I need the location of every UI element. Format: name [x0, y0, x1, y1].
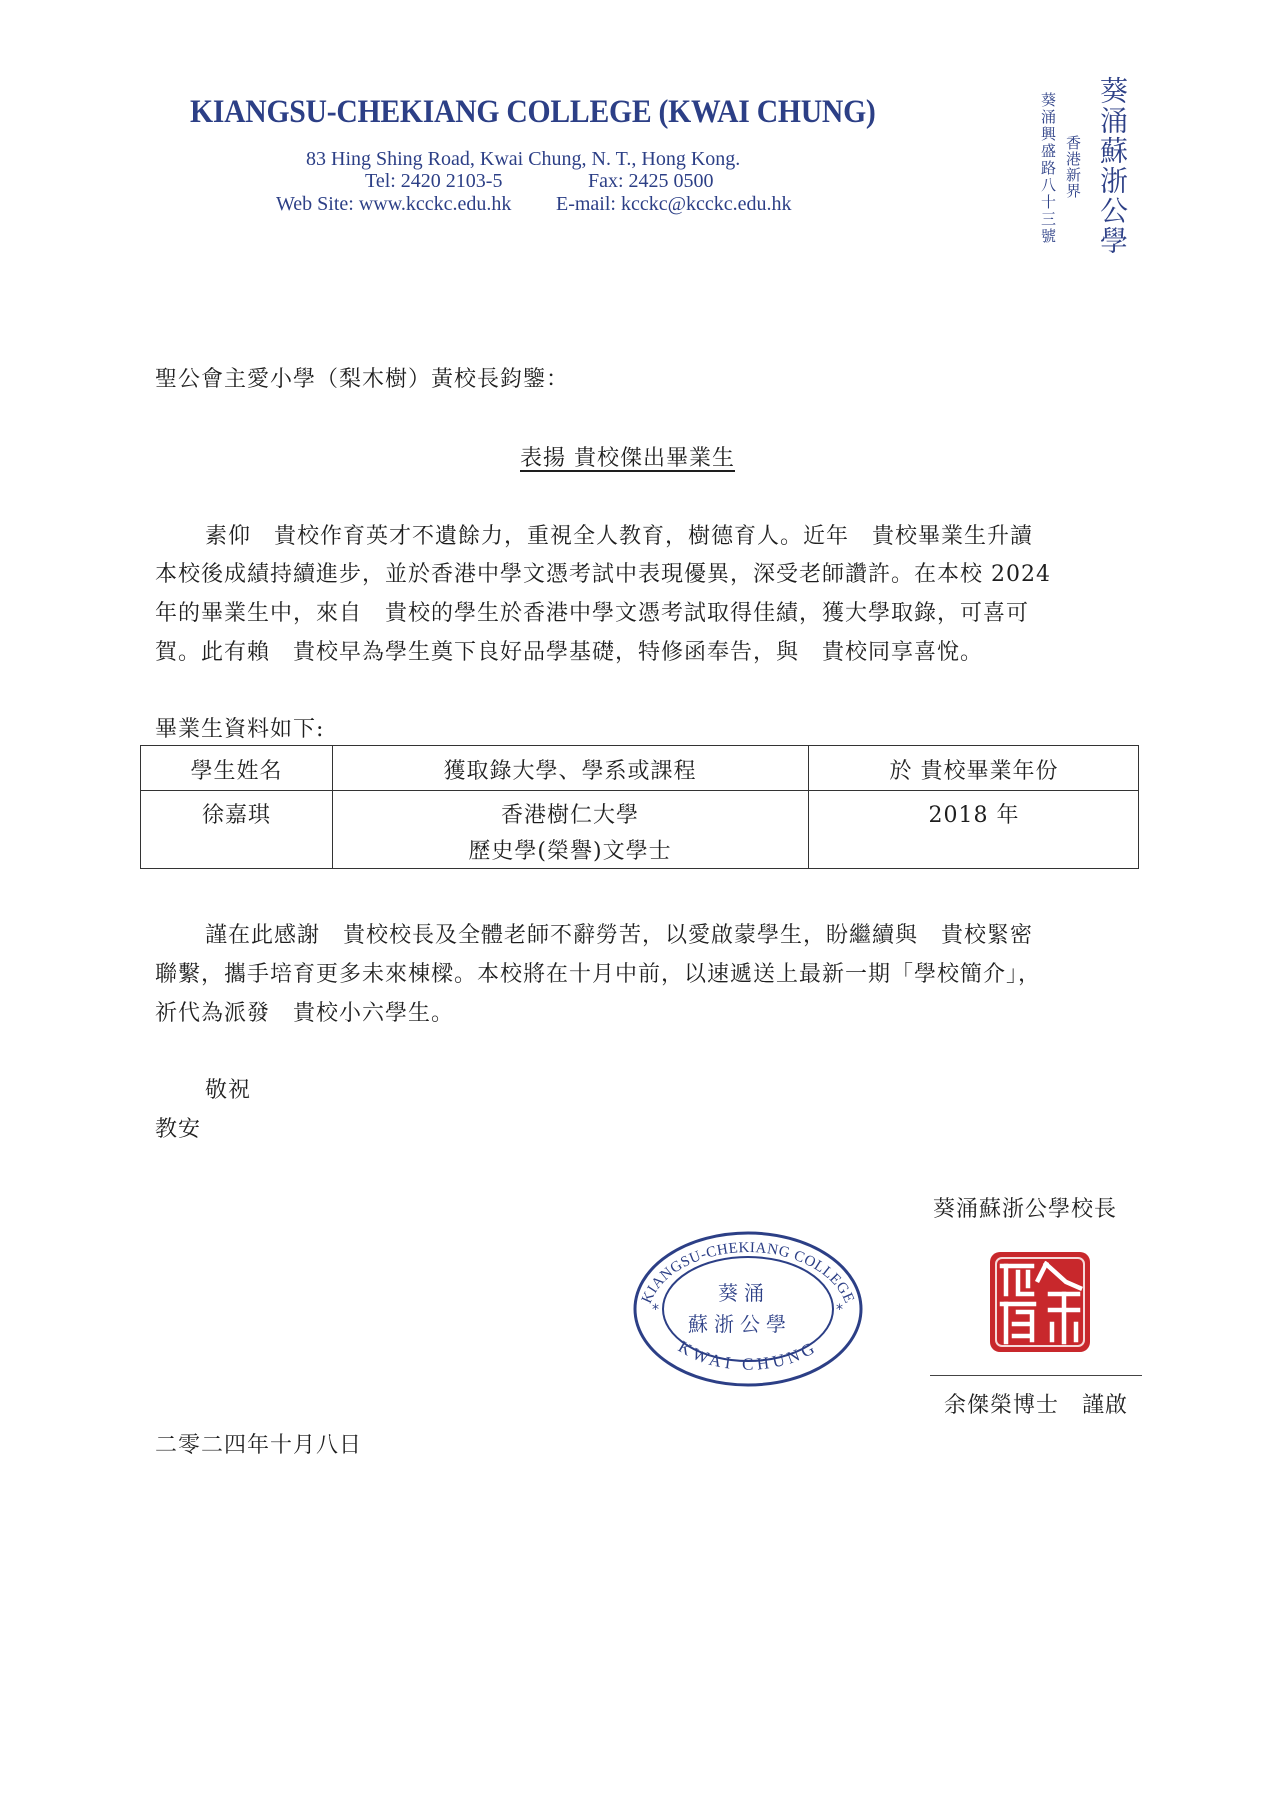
table-header-year: 於 貴校畢業年份 — [889, 759, 1059, 784]
school-seal — [632, 1230, 864, 1388]
para1-line: 本校後成績持續進步，並於香港中學文憑考試中表現優異，深受老師讚許。在本校 2024 — [155, 562, 1051, 587]
salutation: 聖公會主愛小學（梨木樹）黃校長鈞鑒： — [155, 367, 570, 392]
letter-date: 二零二四年十月八日 — [155, 1433, 363, 1458]
seal-ring-text: KIANGSU-CHEKIANG COLLEGE — [638, 1239, 858, 1306]
svg-text:*: * — [652, 1302, 659, 1318]
table-divider — [141, 790, 1138, 791]
table-header-name: 學生姓名 — [190, 759, 283, 784]
signer-name: 余傑榮博士 謹啟 — [944, 1393, 1129, 1418]
principal-chop-graphic — [988, 1250, 1092, 1354]
para1-line: 素仰 貴校作育英才不遺餘力，重視全人教育，樹德育人。近年 貴校畢業生升讀 — [205, 524, 1034, 549]
para2-line: 祈代為派發 貴校小六學生。 — [155, 1001, 455, 1026]
closing-wish: 敬祝 — [205, 1078, 252, 1103]
region-zh-vertical: 香港新界 — [1064, 135, 1082, 199]
address-zh-vertical: 葵涌興盛路八十三號 — [1039, 92, 1057, 245]
para2-line: 謹在此感謝 貴校校長及全體老師不辭勞苦，以愛啟蒙學生，盼繼續與 貴校緊密 — [205, 923, 1034, 948]
table-cell-year: 2018 年 — [928, 803, 1020, 828]
signer-title: 葵涌蘇浙公學校長 — [933, 1197, 1118, 1222]
graduate-table — [140, 745, 1139, 869]
table-cell-name: 徐嘉琪 — [201, 803, 271, 828]
svg-text:KWAI CHUNG — [675, 1337, 821, 1374]
closing-greeting: 教安 — [155, 1117, 202, 1142]
seal-center-line2: 蘇浙公學 — [688, 1312, 792, 1336]
para1-line: 賀。此有賴 貴校早為學生奠下良好品學基礎，特修函奉告，與 貴校同享喜悅。 — [155, 640, 984, 665]
letter-title: 表揚 貴校傑出畢業生 — [520, 446, 735, 471]
school-name-zh-vertical: 葵涌蘇浙公學 — [1096, 76, 1129, 256]
seal-bottom-text: KWAI CHUNG — [675, 1336, 821, 1374]
table-header-university: 獲取錄大學、學系或課程 — [443, 759, 697, 784]
school-name-en: KIANGSU-CHEKIANG COLLEGE (KWAI CHUNG) — [190, 94, 876, 130]
school-email: E-mail: kcckc@kcckc.edu.hk — [556, 193, 792, 215]
table-cell-programme: 歷史學(榮譽)文學士 — [468, 839, 672, 864]
signature-line — [930, 1375, 1142, 1376]
principal-chop — [988, 1250, 1092, 1354]
svg-text:*: * — [836, 1302, 843, 1318]
school-website: Web Site: www.kcckc.edu.hk — [276, 193, 512, 215]
school-address-en: 83 Hing Shing Road, Kwai Chung, N. T., Hong Kong. — [306, 148, 741, 170]
para1-line: 年的畢業生中，來自 貴校的學生於香港中學文憑考試取得佳績，獲大學取錄，可喜可 — [155, 601, 1030, 626]
table-intro: 畢業生資料如下: — [155, 717, 325, 742]
para2-line: 聯繫，攜手培育更多未來棟樑。本校將在十月中前，以速遞送上最新一期「學校簡介」， — [155, 962, 1042, 987]
seal-center-line1: 葵涌 — [718, 1281, 770, 1305]
table-cell-university: 香港樹仁大學 — [500, 803, 639, 828]
school-fax: Fax: 2425 0500 — [588, 170, 714, 192]
school-tel: Tel: 2420 2103-5 — [365, 170, 503, 192]
